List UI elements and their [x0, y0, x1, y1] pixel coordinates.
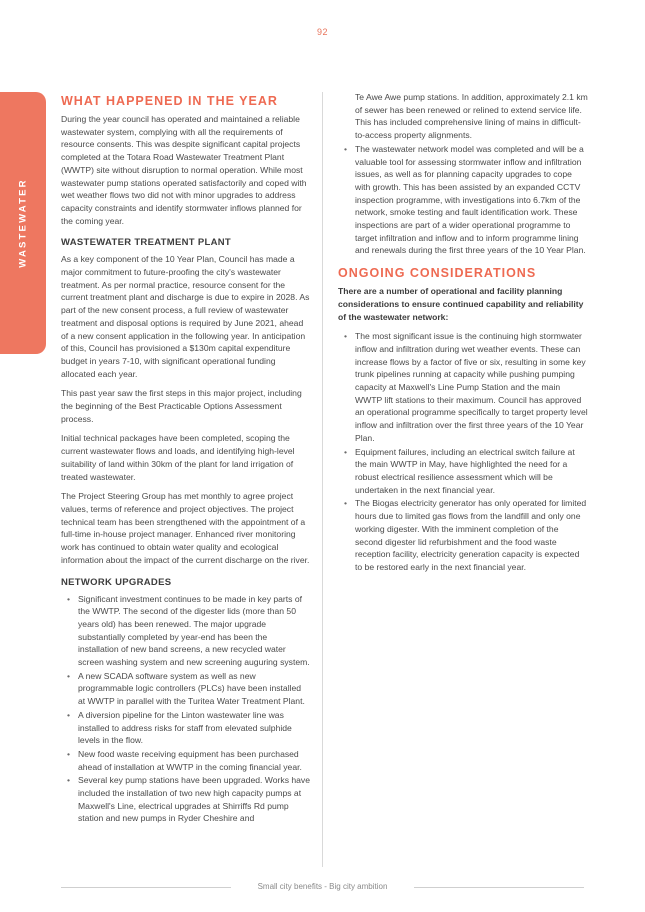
wwtp-paragraph: As a key component of the 10 Year Plan, Council has made a major commitment to future-proofing the city's wastewater treatment. As per normal practice, resource consent for the current treatment plant and discharge is due to expire in 2028. As part of the new consent process, a full review of wastewater treatment and disposal options is required by June 2021, ahead of a new consent application in the following year. In anticipation of this, Council has provisioned a $130m capital expenditure budget in years 7-10, with significant operational funding allocated each year.	[61, 254, 310, 379]
list-item: • Several key pump stations have been upgraded. Works have included the installation of two new high capacity pumps at Maxwell's Line, electrical upgrades at Shirriffs Rd pump station and new pumps in Ryder Cheshire and	[61, 774, 310, 825]
side-tab-label: WASTEWATER	[17, 178, 29, 268]
wwtp-paragraph: Initial technical packages have been completed, scoping the current wastewater flows and loads, and identifying high-level suitability of land within 30km of the plant for land irrigation of treated wastewater.	[61, 433, 295, 482]
list-item: • Significant investment continues to be made in key parts of the WWTP. The second of the digester lids (more than 50 years old) has been renewed. The major upgrade substantially completed by year-end has been the installation of new band screens, a new recycled water screen washing system and new screening auguring system.	[61, 593, 310, 669]
list-item: • The Biogas electricity generator has only operated for limited hours due to limited gas flows from the landfill and only one working digester. With the imminent completion of the second digester lid refurbishment and the food waste reception facility, electricity generation capacity is expected to be restored early in the next financial year.	[338, 497, 588, 573]
intro-paragraph: During the year council has operated and maintained a reliable wastewater system, complying with all the requirements of resource consents. This was despite significant capital projects completed at the Totara Road Wastewater Treatment Plant (WWTP) site without disruption to normal operation. While most wastewater pump stations operated satisfactorily and coped with wet weather flows two did not with minor upgrades to address capacity constraints and identify stormwater inflows planned for the coming year.	[61, 114, 307, 226]
network-upgrades-list	[61, 593, 310, 826]
subheading-network-upgrades: NETWORK UPGRADES	[61, 576, 172, 588]
left-column	[61, 93, 310, 831]
list-item: • The most significant issue is the continuing high stormwater inflow and infiltration during wet weather events. These can increase flows by a factor of five or six, resulting in some key trunk pipelines running at capacity while pushing pumping capacity at Maxwell's Line Pump Station and the main WWTP lift stations to their maximum. Council has approved an operational programme specifically to target property level inflow and infiltration over the first three years of the 10 Year Plan.	[338, 330, 588, 444]
section-heading-what-happened: WHAT HAPPENED IN THE YEAR	[61, 94, 278, 108]
list-item: • Equipment failures, including an electrical switch failure at the main WWTP in May, have highlighted the need for a robust electrical resilience assessment which will be undertaken in the next financial year.	[338, 446, 588, 497]
footer-tagline: Small city benefits - Big city ambition	[257, 882, 388, 891]
footer-rule-right	[414, 887, 584, 888]
section-side-tab	[0, 92, 46, 354]
list-item: • A new SCADA software system as well as new programmable logic controllers (PLCs) have been installed at WWTP in parallel with the Turitea Water Treatment Plant.	[61, 670, 310, 708]
list-item: • The wastewater network model was completed and will be a valuable tool for assessing stormwater inflow and infiltration issues, as well as for planning capacity upgrades to cope with growth. This has been assisted by an expanded CCTV inspection programme, with investigations into 6.7km of the network, smoke testing and fault identification work. These inspections are part of a wider operational programme to target infiltration and inflow and to inform programme lining and renewals during the first three years of the 10 Year Plan.	[338, 143, 588, 257]
list-item: • New food waste receiving equipment has been purchased ahead of installation at WWTP in the coming financial year.	[61, 748, 310, 773]
right-column	[338, 91, 588, 580]
page-number: 92	[316, 27, 328, 37]
ongoing-lead: There are a number of operational and facility planning considerations to ensure continued capability and reliability of the wastewater network:	[338, 286, 584, 322]
list-item-continued: Te Awe Awe pump stations. In addition, approximately 2.1 km of sewer has been renewed or relined to extend service life. This has included comprehensive lining of mains in difficult-to-access property alignments.	[355, 92, 588, 141]
wwtp-paragraph: This past year saw the first steps in this major project, including the beginning of the Best Practicable Options Assessment process.	[61, 388, 302, 424]
ongoing-considerations-list	[338, 330, 588, 573]
section-heading-ongoing: ONGOING CONSIDERATIONS	[338, 266, 537, 281]
column-divider	[322, 92, 323, 867]
list-item: • A diversion pipeline for the Linton wastewater line was installed to address risks for staff from elevated sulphide levels in the flow.	[61, 709, 310, 747]
network-upgrades-list-continued	[338, 91, 588, 257]
wwtp-paragraph: The Project Steering Group has met monthly to agree project values, terms of reference and project objectives. The project technical team has been strengthened with the appointment of a full-time in-house project manager. Enhanced river monitoring work has continued to obtain water quality and ecological information about the impact of the current discharge on the river.	[61, 491, 310, 565]
subheading-wwtp: WASTEWATER TREATMENT PLANT	[61, 237, 231, 249]
